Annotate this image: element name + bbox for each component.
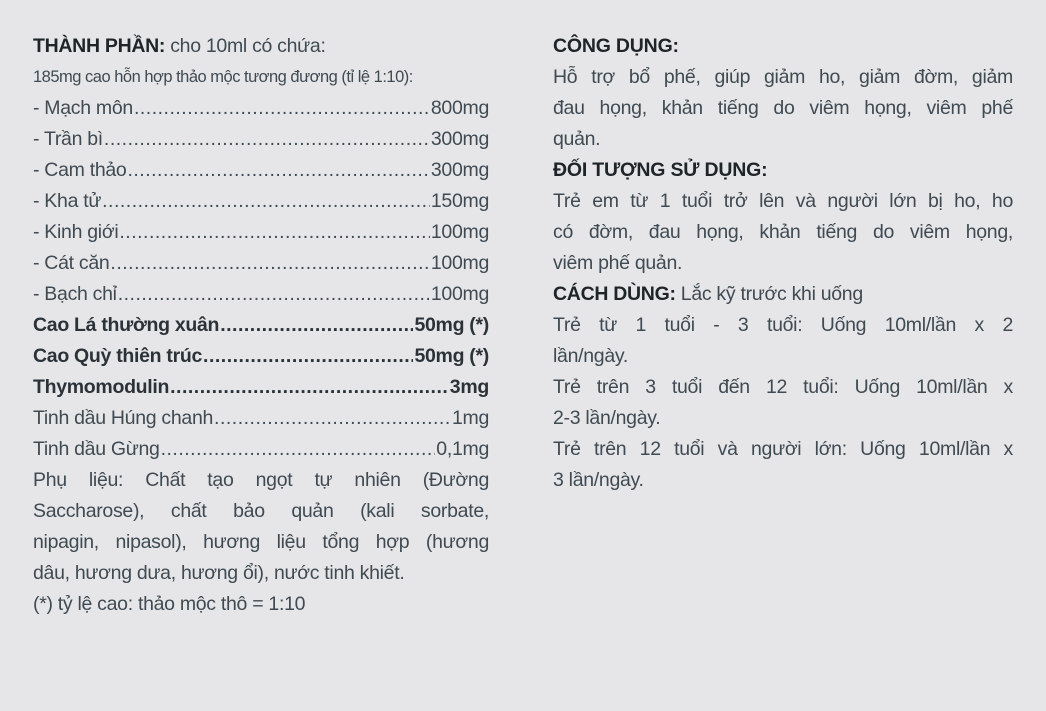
dosage-heading: CÁCH DÙNG: — [553, 283, 676, 305]
ingredient-amount: 50mg (*) — [414, 314, 489, 336]
excipients-line: Saccharose), chất bảo quản (kali sorbate, — [33, 500, 489, 522]
ingredient-row — [33, 341, 489, 372]
leader-dots — [102, 186, 430, 217]
ingredient-row — [33, 434, 489, 465]
leader-dots — [119, 217, 430, 248]
composition-title-line — [33, 31, 489, 62]
ingredient-name: - Cam thảo — [33, 159, 127, 181]
dosage-title-line — [553, 279, 1013, 310]
composition-section — [33, 31, 489, 620]
ingredient-name: Cao Lá thường xuân — [33, 314, 220, 336]
leader-dots — [127, 155, 429, 186]
ingredient-amount: 300mg — [430, 128, 489, 150]
audience-text-line: Trẻ em từ 1 tuổi trở lên và người lớn bị ho, ho — [553, 190, 1013, 212]
ingredient-row — [33, 155, 489, 186]
excipients-line: dâu, hương dưa, hương ổi), nước tinh khiết. — [33, 562, 405, 584]
audience-text-line: có đờm, đau họng, khản tiếng do viêm họng, — [553, 221, 1013, 243]
ingredient-name: - Trần bì — [33, 128, 103, 150]
leader-dots — [170, 372, 449, 403]
uses-heading: CÔNG DỤNG: — [553, 35, 679, 57]
dosage-line: 2-3 lần/ngày. — [553, 407, 661, 429]
ingredient-amount: 100mg — [430, 283, 489, 305]
leader-dots — [104, 124, 430, 155]
dosage-line: Trẻ trên 12 tuổi và người lớn: Uống 10ml/lần x — [553, 438, 1013, 460]
ingredient-amount: 150mg — [430, 190, 489, 212]
ingredient-list — [33, 93, 489, 465]
ingredient-amount: 50mg (*) — [414, 345, 489, 367]
ingredient-amount: 1mg — [451, 407, 489, 429]
ingredient-name: - Bạch chỉ — [33, 283, 117, 305]
ingredient-name: - Kha tử — [33, 190, 102, 212]
info-section — [553, 31, 1013, 496]
uses-text-line: quản. — [553, 128, 601, 150]
ingredient-row — [33, 403, 489, 434]
audience-heading: ĐỐI TƯỢNG SỬ DỤNG: — [553, 159, 768, 181]
ingredient-amount: 800mg — [430, 97, 489, 119]
ingredient-row — [33, 124, 489, 155]
ingredient-name: - Kinh giới — [33, 221, 119, 243]
ingredient-name: - Mạch môn — [33, 97, 133, 119]
composition-heading: THÀNH PHẦN: — [33, 35, 166, 57]
ingredient-amount: 300mg — [430, 159, 489, 181]
leader-dots — [203, 341, 413, 372]
dosage-line: Trẻ từ 1 tuổi - 3 tuổi: Uống 10ml/lần x 2 — [553, 314, 1013, 336]
ingredient-row — [33, 186, 489, 217]
dosage-line: 3 lần/ngày. — [553, 469, 644, 491]
uses-text-line: Hỗ trợ bổ phế, giúp giảm ho, giảm đờm, giảm — [553, 66, 1013, 88]
leader-dots — [118, 279, 430, 310]
ingredient-row — [33, 279, 489, 310]
ingredient-amount: 100mg — [430, 221, 489, 243]
ingredient-row — [33, 310, 489, 341]
ingredient-amount: 0,1mg — [436, 438, 489, 460]
footnote: (*) tỷ lệ cao: thảo mộc thô = 1:10 — [33, 593, 306, 615]
uses-text-line: đau họng, khản tiếng do viêm họng, viêm phế — [553, 97, 1013, 119]
audience-text-line: viêm phế quản. — [553, 252, 683, 274]
dosage-line: Trẻ trên 3 tuổi đến 12 tuổi: Uống 10ml/lần x — [553, 376, 1013, 398]
excipients-line: nipagin, nipasol), hương liệu tổng hợp (hương — [33, 531, 489, 553]
leader-dots — [161, 434, 436, 465]
ingredient-name: Tinh dầu Gừng — [33, 438, 160, 460]
dosage-intro: Lắc kỹ trước khi uống — [675, 283, 863, 305]
composition-intro: cho 10ml có chứa: — [165, 35, 326, 57]
leader-dots — [220, 310, 413, 341]
leader-dots — [214, 403, 451, 434]
extract-line: 185mg cao hỗn hợp thảo mộc tương đương (tỉ lệ 1:10): — [33, 68, 413, 86]
leader-dots — [134, 93, 430, 124]
ingredient-name: Thymomodulin — [33, 376, 170, 398]
ingredient-name: Tinh dầu Húng chanh — [33, 407, 214, 429]
ingredient-amount: 100mg — [430, 252, 489, 274]
ingredient-name: Cao Quỳ thiên trúc — [33, 345, 203, 367]
ingredient-amount: 3mg — [449, 376, 489, 398]
ingredient-name: - Cát căn — [33, 252, 110, 274]
ingredient-row — [33, 248, 489, 279]
ingredient-row — [33, 93, 489, 124]
ingredient-row — [33, 372, 489, 403]
leader-dots — [110, 248, 429, 279]
dosage-line: lần/ngày. — [553, 345, 628, 367]
ingredient-row — [33, 217, 489, 248]
excipients-line: Phụ liệu: Chất tạo ngọt tự nhiên (Đường — [33, 469, 489, 491]
